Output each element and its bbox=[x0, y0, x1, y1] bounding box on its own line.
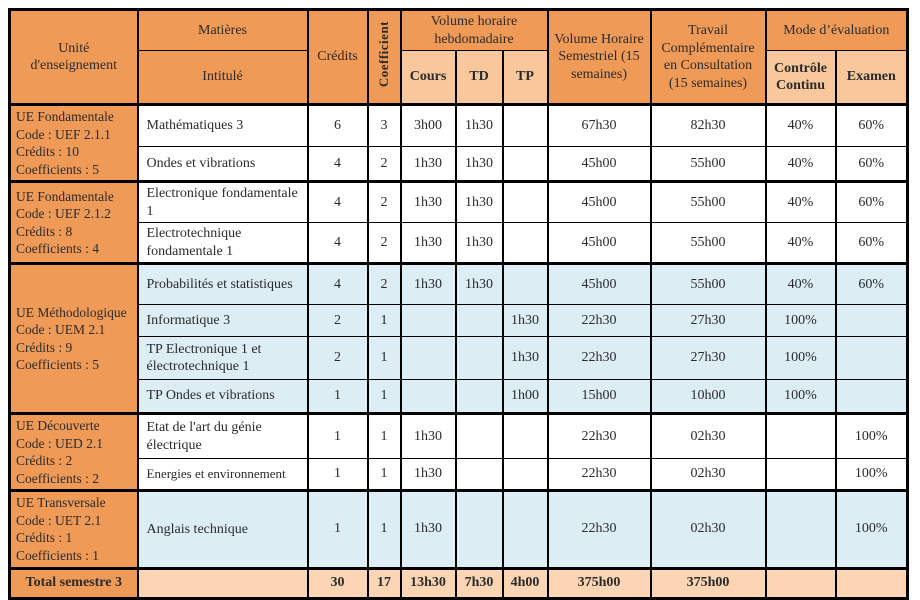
examen-cell bbox=[836, 380, 908, 414]
tp-cell: 1h30 bbox=[503, 305, 548, 337]
table-row bbox=[10, 380, 908, 414]
tp-cell bbox=[503, 223, 548, 264]
intitule-cell: Probabilités et statistiques bbox=[138, 264, 308, 305]
td-cell: 1h30 bbox=[456, 223, 503, 264]
total-tc-cell: 375h00 bbox=[651, 568, 766, 598]
td-cell bbox=[456, 459, 503, 491]
ue-line: Code : UEF 2.1.1 bbox=[16, 126, 111, 142]
tc-cell: 55h00 bbox=[651, 147, 766, 182]
total-label-cell: Total semestre 3 bbox=[10, 568, 138, 598]
cours-cell: 3h00 bbox=[401, 105, 456, 147]
ue-cell bbox=[10, 414, 138, 491]
tc-cell: 27h30 bbox=[651, 305, 766, 337]
td-cell: 1h30 bbox=[456, 147, 503, 182]
ue-line: UE Découverte bbox=[16, 418, 100, 434]
tc-cell: 55h00 bbox=[651, 223, 766, 264]
vhs-cell: 22h30 bbox=[548, 337, 651, 380]
vhs-cell: 45h00 bbox=[548, 264, 651, 305]
credits-cell: 4 bbox=[308, 223, 368, 264]
tc-cell: 55h00 bbox=[651, 264, 766, 305]
ue-cell bbox=[10, 105, 138, 182]
coefficient-cell: 1 bbox=[368, 380, 401, 414]
curriculum-table bbox=[8, 8, 909, 600]
tp-cell bbox=[503, 147, 548, 182]
examen-cell: 60% bbox=[836, 223, 908, 264]
table-row bbox=[10, 105, 908, 147]
cc-cell bbox=[766, 491, 836, 568]
table-row bbox=[10, 337, 908, 380]
total-row bbox=[10, 568, 908, 598]
intitule-cell: Electrotechnique fondamentale 1 bbox=[138, 223, 308, 264]
vhs-cell: 45h00 bbox=[548, 182, 651, 223]
tc-cell: 82h30 bbox=[651, 105, 766, 147]
header-unite-enseignement: Unité d'enseignement bbox=[10, 10, 138, 105]
header-cours: Cours bbox=[401, 51, 456, 105]
table-row bbox=[10, 182, 908, 223]
ue-line: Crédits : 2 bbox=[16, 453, 73, 469]
ue-line: Crédits : 9 bbox=[16, 339, 73, 355]
examen-cell: 100% bbox=[836, 491, 908, 568]
cours-cell: 1h30 bbox=[401, 414, 456, 459]
curriculum-table-wrapper bbox=[8, 8, 909, 600]
table-row bbox=[10, 414, 908, 459]
ue-cell bbox=[10, 491, 138, 568]
cc-cell: 40% bbox=[766, 147, 836, 182]
header-credits: Crédits bbox=[308, 10, 368, 105]
intitule-cell: Informatique 3 bbox=[138, 305, 308, 337]
table-row bbox=[10, 491, 908, 568]
vhs-cell: 22h30 bbox=[548, 414, 651, 459]
header-examen: Examen bbox=[836, 51, 908, 105]
ue-line: Coefficients : 5 bbox=[16, 357, 99, 373]
tc-cell: 27h30 bbox=[651, 337, 766, 380]
header-volume-hebdomadaire: Volume horaire hebdomadaire bbox=[401, 10, 548, 51]
vhs-cell: 22h30 bbox=[548, 459, 651, 491]
credits-cell: 2 bbox=[308, 337, 368, 380]
ue-line: Code : UEM 2.1 bbox=[16, 322, 106, 338]
credits-cell: 1 bbox=[308, 414, 368, 459]
ue-line: Code : UED 2.1 bbox=[16, 435, 103, 451]
cc-cell: 40% bbox=[766, 264, 836, 305]
table-row bbox=[10, 223, 908, 264]
examen-cell: 60% bbox=[836, 182, 908, 223]
cours-cell: 1h30 bbox=[401, 147, 456, 182]
header-coefficient-label: Coefficient bbox=[375, 21, 391, 88]
table-row bbox=[10, 305, 908, 337]
total-vhs-cell: 375h00 bbox=[548, 568, 651, 598]
td-cell: 1h30 bbox=[456, 105, 503, 147]
tp-cell bbox=[503, 491, 548, 568]
examen-cell bbox=[836, 305, 908, 337]
td-cell bbox=[456, 414, 503, 459]
vhs-cell: 45h00 bbox=[548, 147, 651, 182]
intitule-cell: TP Electronique 1 et électrotechnique 1 bbox=[138, 337, 308, 380]
vhs-cell: 15h00 bbox=[548, 380, 651, 414]
credits-cell: 1 bbox=[308, 380, 368, 414]
vhs-cell: 67h30 bbox=[548, 105, 651, 147]
credits-cell: 1 bbox=[308, 491, 368, 568]
tp-cell bbox=[503, 105, 548, 147]
cc-cell bbox=[766, 414, 836, 459]
header-tp: TP bbox=[503, 51, 548, 105]
vhs-cell: 45h00 bbox=[548, 223, 651, 264]
examen-cell: 100% bbox=[836, 414, 908, 459]
intitule-cell: Electronique fondamentale 1 bbox=[138, 182, 308, 223]
coefficient-cell: 3 bbox=[368, 105, 401, 147]
coefficient-cell: 2 bbox=[368, 264, 401, 305]
total-tp-cell: 4h00 bbox=[503, 568, 548, 598]
coefficient-cell: 1 bbox=[368, 414, 401, 459]
td-cell bbox=[456, 491, 503, 568]
credits-cell: 6 bbox=[308, 105, 368, 147]
table-row bbox=[10, 147, 908, 182]
cours-cell: 1h30 bbox=[401, 182, 456, 223]
total-cours-cell: 13h30 bbox=[401, 568, 456, 598]
examen-cell: 60% bbox=[836, 264, 908, 305]
cours-cell: 1h30 bbox=[401, 264, 456, 305]
tc-cell: 55h00 bbox=[651, 182, 766, 223]
ue-line: Coefficients : 5 bbox=[16, 161, 99, 177]
tp-cell: 1h00 bbox=[503, 380, 548, 414]
tc-cell: 02h30 bbox=[651, 459, 766, 491]
coefficient-cell: 2 bbox=[368, 223, 401, 264]
credits-cell: 2 bbox=[308, 305, 368, 337]
cours-cell: 1h30 bbox=[401, 223, 456, 264]
coefficient-cell: 2 bbox=[368, 182, 401, 223]
total-cc-cell bbox=[766, 568, 836, 598]
ue-line: Coefficients : 1 bbox=[16, 548, 99, 564]
ue-line: Coefficients : 2 bbox=[16, 470, 99, 486]
credits-cell: 4 bbox=[308, 147, 368, 182]
td-cell: 1h30 bbox=[456, 264, 503, 305]
intitule-cell: Mathématiques 3 bbox=[138, 105, 308, 147]
cc-cell: 100% bbox=[766, 380, 836, 414]
header-controle-continu: Contrôle Continu bbox=[766, 51, 836, 105]
coefficient-cell: 1 bbox=[368, 491, 401, 568]
tp-cell bbox=[503, 182, 548, 223]
tp-cell bbox=[503, 459, 548, 491]
examen-cell bbox=[836, 337, 908, 380]
ue-line: UE Transversale bbox=[16, 495, 106, 511]
ue-line: Crédits : 1 bbox=[16, 530, 73, 546]
ue-line: UE Méthodologique bbox=[16, 304, 127, 320]
header-travail-complementaire: Travail Complémentaire en Consultation (15 semaines) bbox=[651, 10, 766, 105]
header-td: TD bbox=[456, 51, 503, 105]
table-row bbox=[10, 459, 908, 491]
tc-cell: 10h00 bbox=[651, 380, 766, 414]
cours-cell bbox=[401, 337, 456, 380]
header-mode-evaluation: Mode d’évaluation bbox=[766, 10, 908, 51]
ue-line: Coefficients : 4 bbox=[16, 241, 99, 257]
examen-cell: 100% bbox=[836, 459, 908, 491]
ue-line: UE Fondamentale bbox=[16, 109, 114, 124]
header-intitule: Intitulé bbox=[138, 51, 308, 105]
cours-cell bbox=[401, 380, 456, 414]
td-cell bbox=[456, 337, 503, 380]
cc-cell: 40% bbox=[766, 105, 836, 147]
intitule-cell: Energies et environnement bbox=[138, 459, 308, 491]
cours-cell: 1h30 bbox=[401, 459, 456, 491]
total-coefficient-cell: 17 bbox=[368, 568, 401, 598]
td-cell bbox=[456, 305, 503, 337]
cours-cell: 1h30 bbox=[401, 491, 456, 568]
ue-line: Code : UEF 2.1.2 bbox=[16, 206, 111, 222]
total-td-cell: 7h30 bbox=[456, 568, 503, 598]
header-volume-semestriel: Volume Horaire Semestriel (15 semaines) bbox=[548, 10, 651, 105]
cc-cell: 100% bbox=[766, 337, 836, 380]
intitule-cell: Etat de l'art du génie électrique bbox=[138, 414, 308, 459]
ue-line: Crédits : 10 bbox=[16, 144, 79, 160]
header-matieres: Matières bbox=[138, 10, 308, 51]
tc-cell: 02h30 bbox=[651, 414, 766, 459]
credits-cell: 4 bbox=[308, 264, 368, 305]
ue-line: Crédits : 8 bbox=[16, 223, 73, 239]
ue-line: UE Fondamentale bbox=[16, 188, 114, 204]
table-row bbox=[10, 264, 908, 305]
tp-cell bbox=[503, 264, 548, 305]
tp-cell bbox=[503, 414, 548, 459]
vhs-cell: 22h30 bbox=[548, 491, 651, 568]
cours-cell bbox=[401, 305, 456, 337]
ue-cell bbox=[10, 264, 138, 414]
ue-line: Code : UET 2.1 bbox=[16, 512, 102, 528]
header-coefficient bbox=[368, 10, 401, 105]
tc-cell: 02h30 bbox=[651, 491, 766, 568]
intitule-cell: Anglais technique bbox=[138, 491, 308, 568]
total-credits-cell: 30 bbox=[308, 568, 368, 598]
credits-cell: 4 bbox=[308, 182, 368, 223]
intitule-cell: Ondes et vibrations bbox=[138, 147, 308, 182]
ue-cell bbox=[10, 182, 138, 264]
td-cell bbox=[456, 380, 503, 414]
coefficient-cell: 1 bbox=[368, 337, 401, 380]
td-cell: 1h30 bbox=[456, 182, 503, 223]
cc-cell: 100% bbox=[766, 305, 836, 337]
intitule-cell: TP Ondes et vibrations bbox=[138, 380, 308, 414]
cc-cell: 40% bbox=[766, 223, 836, 264]
coefficient-cell: 2 bbox=[368, 147, 401, 182]
cc-cell: 40% bbox=[766, 182, 836, 223]
vhs-cell: 22h30 bbox=[548, 305, 651, 337]
total-examen-cell bbox=[836, 568, 908, 598]
tp-cell: 1h30 bbox=[503, 337, 548, 380]
examen-cell: 60% bbox=[836, 105, 908, 147]
total-intitule-cell bbox=[138, 568, 308, 598]
coefficient-cell: 1 bbox=[368, 305, 401, 337]
cc-cell bbox=[766, 459, 836, 491]
credits-cell: 1 bbox=[308, 459, 368, 491]
coefficient-cell: 1 bbox=[368, 459, 401, 491]
examen-cell: 60% bbox=[836, 147, 908, 182]
